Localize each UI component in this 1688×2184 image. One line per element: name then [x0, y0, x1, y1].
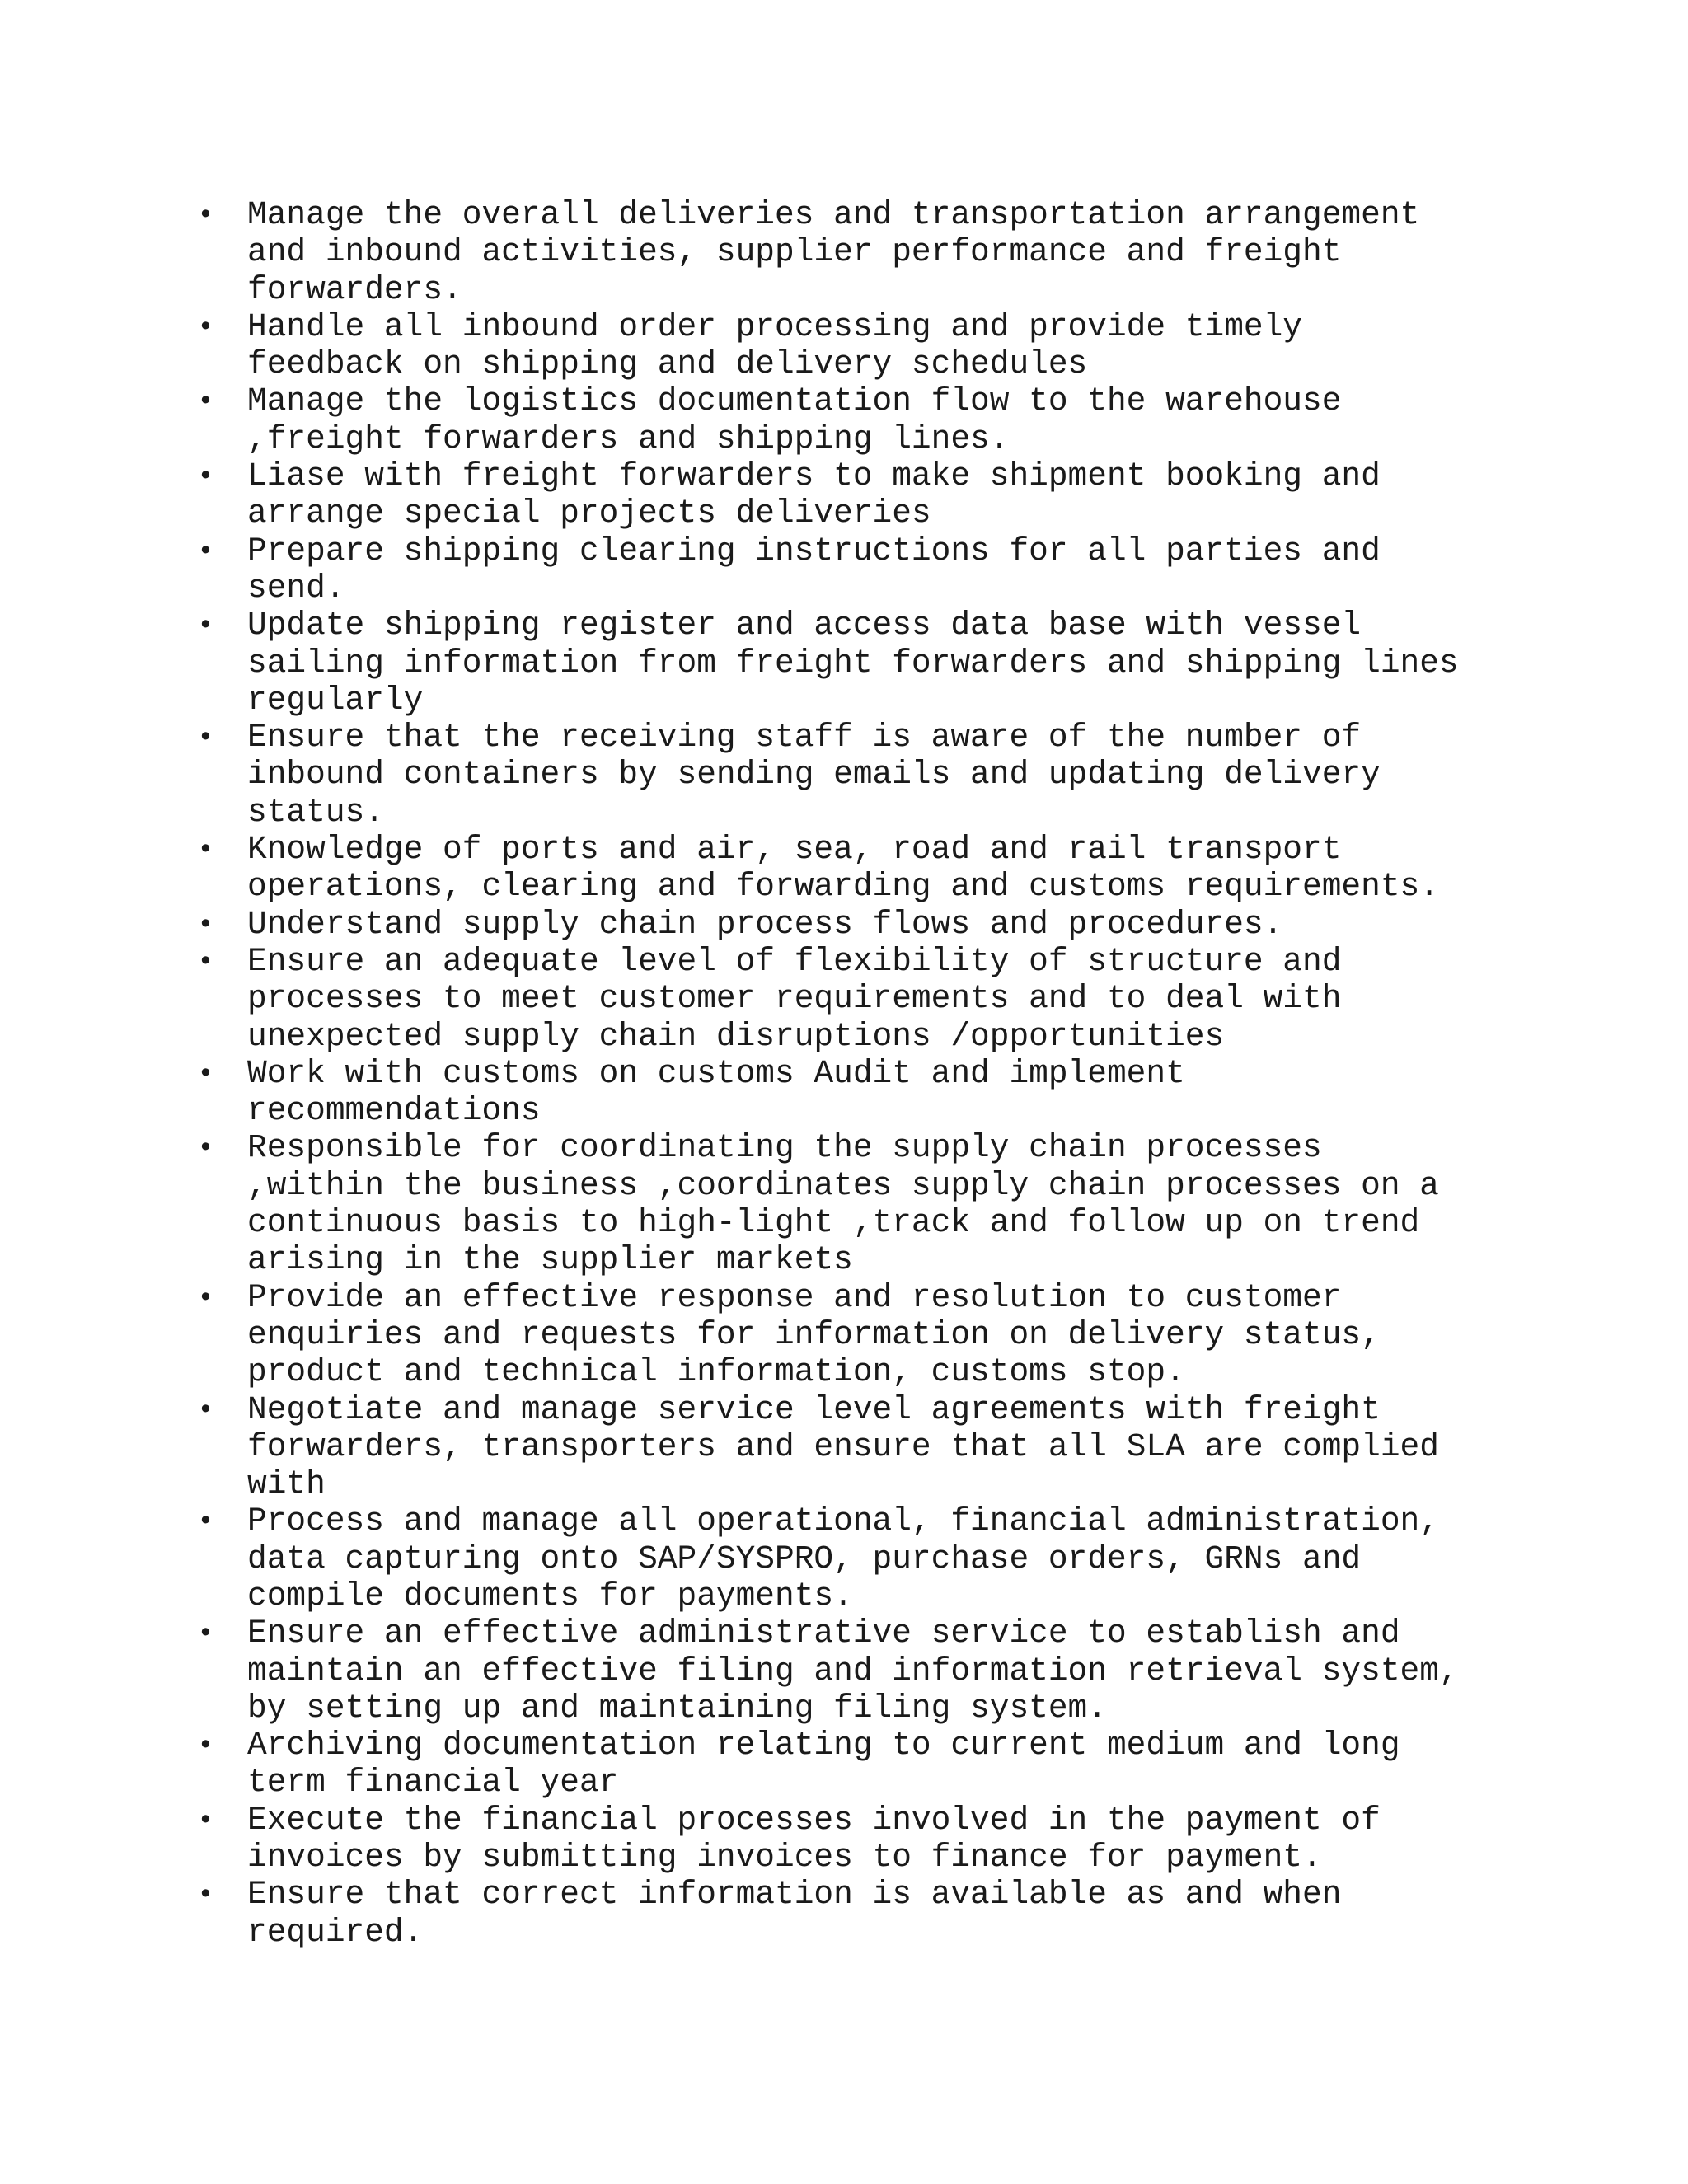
- list-item-text-line: Ensure an effective administrative service to establish and: [247, 1615, 1400, 1652]
- list-item-text-line: by setting up and maintaining filing system.: [247, 1689, 1107, 1727]
- list-item: [0, 382, 1688, 457]
- list-item: [0, 831, 1688, 906]
- list-item-text-line: feedback on shipping and delivery schedules: [247, 345, 1088, 383]
- list-item-text-line: and inbound activities, supplier performance and freight: [247, 233, 1342, 271]
- list-item: [0, 906, 1688, 943]
- bullet-icon: •: [198, 1505, 213, 1537]
- list-item-text-line: sailing information from freight forwarders and shipping lines: [247, 644, 1459, 682]
- list-item-text-line: status.: [247, 793, 384, 831]
- list-item-text-line: Knowledge of ports and air, sea, road and rail transport: [247, 831, 1342, 869]
- list-item-text-line: Update shipping register and access data base with vessel: [247, 607, 1362, 644]
- list-item-text-line: Archiving documentation relating to current medium and long: [247, 1727, 1400, 1765]
- list-item-text-line: Prepare shipping clearing instructions for all parties and: [247, 532, 1381, 569]
- list-item-text-line: Negotiate and manage service level agreements with freight: [247, 1390, 1381, 1428]
- bullet-icon: •: [198, 460, 213, 492]
- list-item-text-line: Liase with freight forwarders to make shipment booking and: [247, 457, 1381, 495]
- list-item-text-line: Manage the overall deliveries and transportation arrangement: [247, 196, 1420, 233]
- list-item: [0, 1876, 1688, 1951]
- list-item-text-line: regularly: [247, 681, 424, 719]
- responsibilities-list: [0, 196, 1688, 1951]
- bullet-icon: •: [198, 721, 213, 753]
- list-item-text-line: Ensure that the receiving staff is aware of the number of: [247, 719, 1362, 757]
- list-item: [0, 607, 1688, 719]
- bullet-icon: •: [198, 199, 213, 230]
- bullet-icon: •: [198, 1057, 213, 1089]
- bullet-icon: •: [198, 1132, 213, 1164]
- bullet-icon: •: [198, 1729, 213, 1761]
- list-item-text-line: Provide an effective response and resolution to customer: [247, 1278, 1342, 1316]
- list-item-text-line: Understand supply chain process flows and procedures.: [247, 905, 1283, 943]
- bullet-icon: •: [198, 1281, 213, 1313]
- list-item: [0, 1615, 1688, 1727]
- list-item-text-line: term financial year: [247, 1764, 619, 1802]
- list-item-text-line: required.: [247, 1913, 424, 1951]
- bullet-icon: •: [198, 1878, 213, 1910]
- list-item: [0, 1802, 1688, 1877]
- list-item: [0, 457, 1688, 532]
- bullet-icon: •: [198, 907, 213, 940]
- list-item: [0, 1279, 1688, 1391]
- bullet-icon: •: [198, 1803, 213, 1835]
- list-item-text-line: Responsible for coordinating the supply chain processes: [247, 1129, 1322, 1167]
- bullet-icon: •: [198, 1617, 213, 1649]
- list-item-text-line: Process and manage all operational, financial administration,: [247, 1502, 1439, 1540]
- list-item-text-line: ,within the business ,coordinates supply chain processes on a: [247, 1166, 1439, 1204]
- list-item-text-line: arising in the supplier markets: [247, 1241, 853, 1279]
- bullet-icon: •: [198, 1393, 213, 1425]
- list-item-text-line: enquiries and requests for information on delivery status,: [247, 1315, 1381, 1353]
- list-item: [0, 1055, 1688, 1130]
- list-item: [0, 532, 1688, 607]
- bullet-icon: •: [198, 944, 213, 977]
- bullet-icon: •: [198, 833, 213, 865]
- list-item: [0, 1502, 1688, 1615]
- list-item-text-line: Work with customs on customs Audit and implement: [247, 1054, 1185, 1092]
- list-item-text-line: product and technical information, customs stop.: [247, 1353, 1185, 1391]
- list-item-text-line: Ensure that correct information is available as and when: [247, 1876, 1342, 1914]
- list-item-text-line: send.: [247, 569, 345, 607]
- list-item-text-line: Ensure an adequate level of flexibility of structure and: [247, 942, 1342, 980]
- list-item: [0, 308, 1688, 383]
- list-item-text-line: processes to meet customer requirements and to deal with: [247, 980, 1342, 1018]
- list-item: [0, 196, 1688, 308]
- list-item-text-line: continuous basis to high-light ,track and follow up on trend: [247, 1204, 1420, 1242]
- list-item-text-line: forwarders.: [247, 270, 462, 308]
- bullet-icon: •: [198, 310, 213, 342]
- list-item-text-line: invoices by submitting invoices to finance for payment.: [247, 1839, 1322, 1877]
- list-item-text-line: operations, clearing and forwarding and customs requirements.: [247, 868, 1439, 906]
- list-item-text-line: Handle all inbound order processing and provide timely: [247, 307, 1303, 345]
- bullet-icon: •: [198, 609, 213, 641]
- bullet-icon: •: [198, 534, 213, 566]
- list-item-text-line: ,freight forwarders and shipping lines.: [247, 419, 1010, 457]
- list-item-text-line: Manage the logistics documentation flow to the warehouse: [247, 382, 1342, 420]
- list-item-text-line: arrange special projects deliveries: [247, 494, 931, 532]
- list-item-text-line: maintain an effective filing and information retrieval system,: [247, 1652, 1459, 1690]
- list-item: [0, 1391, 1688, 1503]
- list-item-text-line: Execute the financial processes involved in the payment of: [247, 1801, 1381, 1839]
- list-item-text-line: data capturing onto SAP/SYSPRO, purchase orders, GRNs and: [247, 1540, 1362, 1577]
- bullet-icon: •: [198, 385, 213, 417]
- list-item: [0, 943, 1688, 1055]
- list-item-text-line: compile documents for payments.: [247, 1577, 853, 1615]
- list-item-text-line: unexpected supply chain disruptions /opportunities: [247, 1017, 1225, 1055]
- list-item-text-line: recommendations: [247, 1092, 541, 1130]
- list-item: [0, 719, 1688, 831]
- list-item: [0, 1727, 1688, 1802]
- list-item-text-line: inbound containers by sending emails and updating delivery: [247, 756, 1381, 794]
- list-item-text-line: with: [247, 1465, 326, 1503]
- list-item: [0, 1129, 1688, 1278]
- list-item-text-line: forwarders, transporters and ensure that all SLA are complied: [247, 1427, 1439, 1465]
